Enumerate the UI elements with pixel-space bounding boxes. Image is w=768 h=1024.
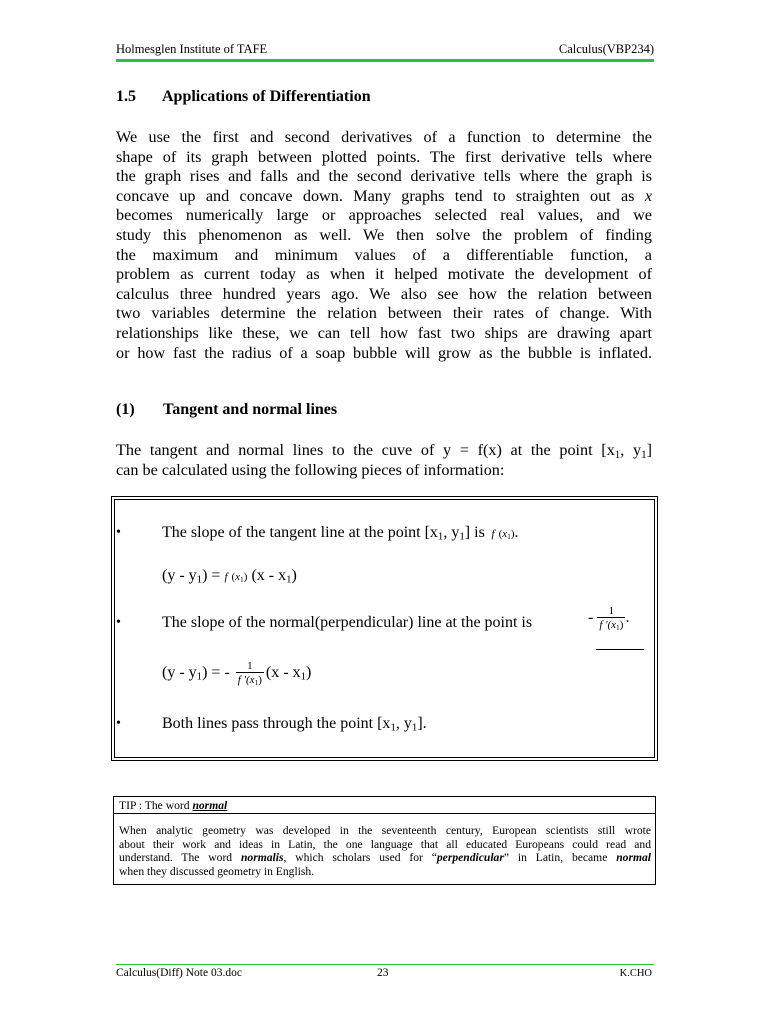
intro-line: calculus three hundred years ago. We also see how the relation between: [116, 284, 652, 303]
tip-line: When analytic geometry was developed in the seventeenth century, European scientists still wrote: [119, 824, 651, 837]
common-point-item: [162, 715, 427, 733]
intro-line: the graph rises and falls and the second derivative tells where the graph is: [116, 167, 652, 186]
fraction: [236, 660, 264, 686]
tip-label: [119, 799, 227, 813]
subscript: 1: [286, 573, 292, 586]
subsection-line: [116, 441, 652, 461]
intro-line: shape of its graph between plotted points. The first derivative tells where: [116, 147, 652, 166]
tip-line: when they discussed geometry in English.: [119, 864, 315, 878]
tangent-slope-item: [162, 524, 519, 542]
footer-filename: Calculus(Diff) Note 03.doc: [116, 967, 242, 979]
text: , y: [620, 441, 642, 459]
intro-line: [116, 187, 652, 207]
f: f: [224, 571, 228, 583]
header-rule: [116, 59, 654, 62]
text: TIP : The word: [119, 799, 190, 812]
text: (x - x: [251, 567, 287, 584]
f: f: [491, 528, 495, 540]
subscript: 1: [300, 670, 306, 683]
numerator: 1: [247, 660, 253, 672]
text: ] is: [464, 524, 485, 541]
subscript: 1: [254, 677, 259, 687]
subscript: 1: [390, 721, 396, 734]
text: ): [291, 567, 297, 584]
subsection-number: (1): [116, 401, 135, 418]
subscript: 1: [641, 448, 647, 461]
tip-divider: [114, 813, 655, 814]
normal-slope-item: [162, 614, 532, 632]
den-text: f '(x: [599, 619, 617, 631]
header-institute: Holmesglen Institute of TAFE: [116, 42, 268, 56]
tangent-equation: [162, 567, 297, 585]
subsection-line: can be calculated using the following pieces of information:: [116, 460, 505, 479]
fraction: [597, 605, 625, 631]
tip-line: about their work and ideas in Latin, the one language that all educated Europeans could read and: [119, 837, 651, 851]
subscript: 1: [196, 670, 203, 683]
text: (y - y: [162, 567, 197, 584]
section-title-text: Applications of Differentiation: [162, 88, 371, 105]
latin-word: normalis: [240, 851, 284, 865]
subscript: 1: [411, 721, 418, 734]
footer-author: K.CHO: [619, 968, 652, 979]
subsection-paragraph: [116, 441, 652, 480]
text: ) =: [202, 567, 221, 584]
den-text: f '(x: [237, 674, 255, 686]
text: ].: [417, 715, 427, 732]
intro-line: relationships like these, we can tell how fast two ships are drawing apart: [116, 323, 652, 342]
subscript: 1: [459, 530, 465, 543]
denominator: [236, 672, 264, 686]
minus: -: [588, 609, 594, 626]
text: (y - y: [162, 664, 197, 681]
bullet-2: •: [116, 615, 121, 630]
text: , y: [443, 524, 460, 541]
text: understand. The word: [119, 851, 233, 865]
tip-box: [113, 796, 656, 885]
intro-line: becomes numerically large or approaches selected real values, and we: [116, 206, 652, 225]
text: The slope of the normal(perpendicular) line at the point is: [162, 614, 533, 631]
text: ]: [646, 441, 652, 459]
latin-word: perpendicular: [436, 851, 504, 865]
paren: ): [510, 528, 515, 540]
normal-equation: [162, 660, 311, 686]
subscript: 1: [240, 574, 244, 584]
paren: ): [258, 674, 262, 686]
text: ): [306, 664, 312, 681]
text: The tangent and normal lines to the cuve of y = f(x) at the point [x: [116, 441, 615, 459]
paren: ): [619, 619, 624, 631]
period: .: [625, 609, 630, 626]
normal-slope-fraction: [588, 605, 629, 631]
english-word: normal: [616, 851, 651, 865]
text: , which scholars used for “: [283, 851, 437, 865]
tip-body: [119, 824, 651, 878]
intro-line: two variables determine the relation between their rates of change. With: [116, 304, 652, 323]
subscript: 1: [507, 531, 511, 541]
text: ” in Latin, became: [503, 851, 608, 865]
subscript: 1: [196, 573, 203, 586]
section-number: 1.5: [116, 88, 136, 105]
text: ) = -: [202, 664, 230, 681]
footer-page-number: 23: [377, 967, 389, 979]
denominator: [597, 617, 625, 631]
intro-var: x: [644, 186, 652, 205]
bullet-3: •: [116, 716, 121, 731]
subscript: 1: [616, 622, 620, 632]
paren: ): [243, 571, 248, 583]
fraction-underline: [596, 649, 644, 650]
intro-line: problem as current today as when it helped motivate the development of: [116, 265, 652, 284]
bullet-1: •: [116, 525, 121, 540]
text: (x - x: [265, 664, 301, 681]
intro-line: study this phenomenon as well. We then solve the problem of finding: [116, 225, 652, 244]
numerator: 1: [608, 605, 615, 617]
period: .: [514, 524, 519, 541]
intro-paragraph: [116, 128, 652, 363]
derivative-notation: f' $(x_1)$: [491, 528, 515, 541]
subsection-title-text: Tangent and normal lines: [163, 401, 338, 418]
subscript: 1: [614, 448, 621, 461]
footer-rule: [116, 964, 654, 965]
subsection-title: [116, 401, 337, 419]
header-course: Calculus(VBP234): [558, 42, 654, 56]
text: The slope of the tangent line at the point [x: [162, 524, 438, 541]
intro-line-text: concave up and concave down. Many graphs tend to straighten out as: [116, 186, 635, 205]
tip-word: normal: [192, 799, 228, 812]
intro-line: the maximum and minimum values of a differentiable function, a: [116, 245, 652, 264]
tip-line: [119, 851, 651, 865]
section-title: [116, 88, 371, 106]
text: , y: [395, 715, 412, 732]
intro-line: or how fast the radius of a soap bubble will grow as the bubble is inflated.: [116, 343, 652, 362]
intro-line: We use the first and second derivatives of a function to determine the: [116, 128, 652, 146]
subscript: 1: [437, 530, 444, 543]
text: Both lines pass through the point [x: [162, 715, 391, 732]
derivative-notation: f' $(x_1)$: [224, 571, 248, 584]
